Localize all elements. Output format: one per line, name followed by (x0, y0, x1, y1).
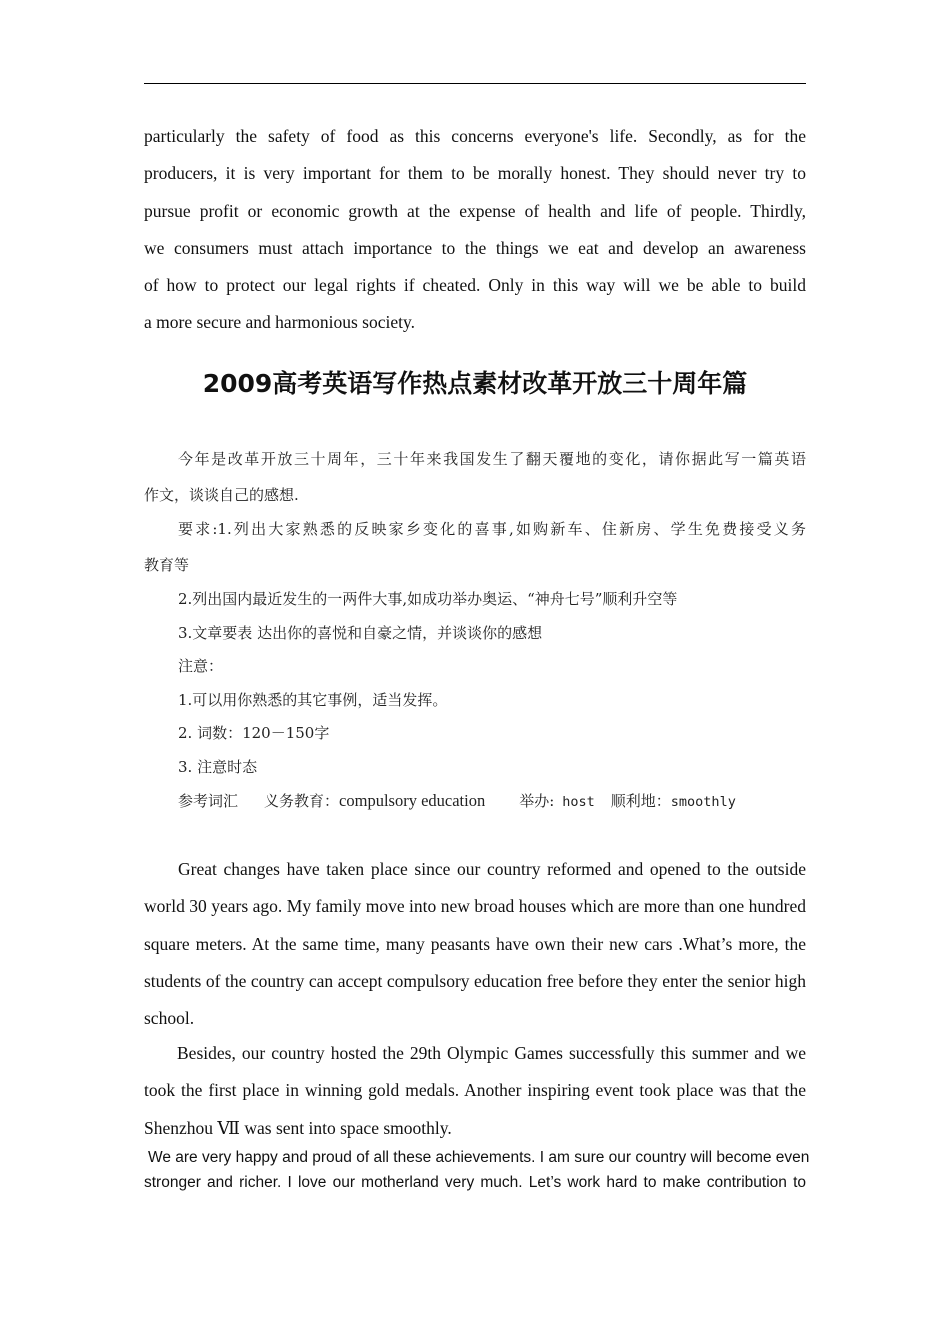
text-line: of how to protect our legal rights if cheated. Only in this way will we be able to build (144, 275, 806, 296)
text-line: Shenzhou Ⅶ was sent into space smoothly. (144, 1117, 452, 1138)
vocab-cn: 举办: (519, 792, 555, 810)
text-line: school. (144, 1008, 195, 1029)
vocabulary-line (144, 784, 806, 818)
header-rule (144, 83, 806, 84)
requirement-2: 2.列出国内最近发生的一两件大事,如成功举办奥运、“神舟七号”顺利升空等 (178, 590, 678, 608)
text-line: Besides, our country hosted the 29th Olympic Games successfully this summer and we (177, 1043, 806, 1063)
text-line: we consumers must attach importance to the things we eat and develop an awareness (144, 237, 806, 258)
text-line: world 30 years ago. My family move into new broad houses which are more than one hundred (144, 896, 806, 917)
text-line: took the first place in winning gold medals. Another inspiring event took place was that the (144, 1080, 806, 1101)
text-line: producers, it is very important for them to be morally honest. They should never try to (144, 163, 806, 184)
note-label: 注意： (178, 657, 224, 675)
text-line: square meters. At the same time, many peasants have own their new cars .What’s more, the (144, 933, 806, 954)
note-1: 1.可以用你熟悉的其它事例，适当发挥。 (178, 690, 448, 709)
prompt-intro-line: 作文，谈谈自己的感想. (144, 486, 299, 504)
prompt-block (144, 441, 806, 818)
requirement-line: 教育等 (144, 556, 190, 574)
essay1-paragraph (144, 118, 806, 342)
text-line: stronger and richer. I love our motherland very much. Let’s work hard to make contribution to (144, 1174, 806, 1191)
section-title: 2009高考英语写作热点素材改革开放三十周年篇 (202, 369, 748, 398)
text-line: particularly the safety of food as this concerns everyone's life. Secondly, as for the (144, 126, 806, 146)
note-3: 3. 注意时态 (178, 757, 258, 776)
text-line: students of the country can accept compulsory education free before they enter the senior high (144, 970, 806, 991)
vocab-label: 参考词汇 (178, 792, 239, 810)
text-line: We are very happy and proud of all these achievements. I am sure our country will become even (148, 1149, 810, 1166)
essay2-paragraph-2 (144, 1035, 806, 1147)
vocab-en: smoothly (670, 794, 736, 810)
essay2-paragraph-3 (144, 1145, 810, 1195)
text-line: Great changes have taken place since our country reformed and opened to the outside (178, 859, 806, 879)
vocab-en: compulsory education (339, 791, 486, 810)
vocab-cn: 义务教育： (264, 792, 340, 810)
essay2-paragraph-1 (144, 851, 806, 1037)
note-2: 2. 词数：120－150字 (178, 724, 330, 742)
text-line: pursue profit or economic growth at the expense of health and life of people. Thirdly, (144, 200, 806, 221)
requirement-line: 要求:1.列出大家熟悉的反映家乡变化的喜事,如购新车、住新房、学生免费接受义务 (178, 520, 806, 538)
text-line: a more secure and harmonious society. (144, 312, 415, 333)
vocab-en: host (562, 794, 595, 810)
requirement-3: 3.文章要表 达出你的喜悦和自豪之情，并谈谈你的感想 (178, 623, 543, 642)
vocab-cn: 顺利地： (610, 792, 671, 810)
prompt-intro-line: 今年是改革开放三十周年，三十年来我国发生了翻天覆地的变化，请你据此写一篇英语 (178, 450, 806, 468)
